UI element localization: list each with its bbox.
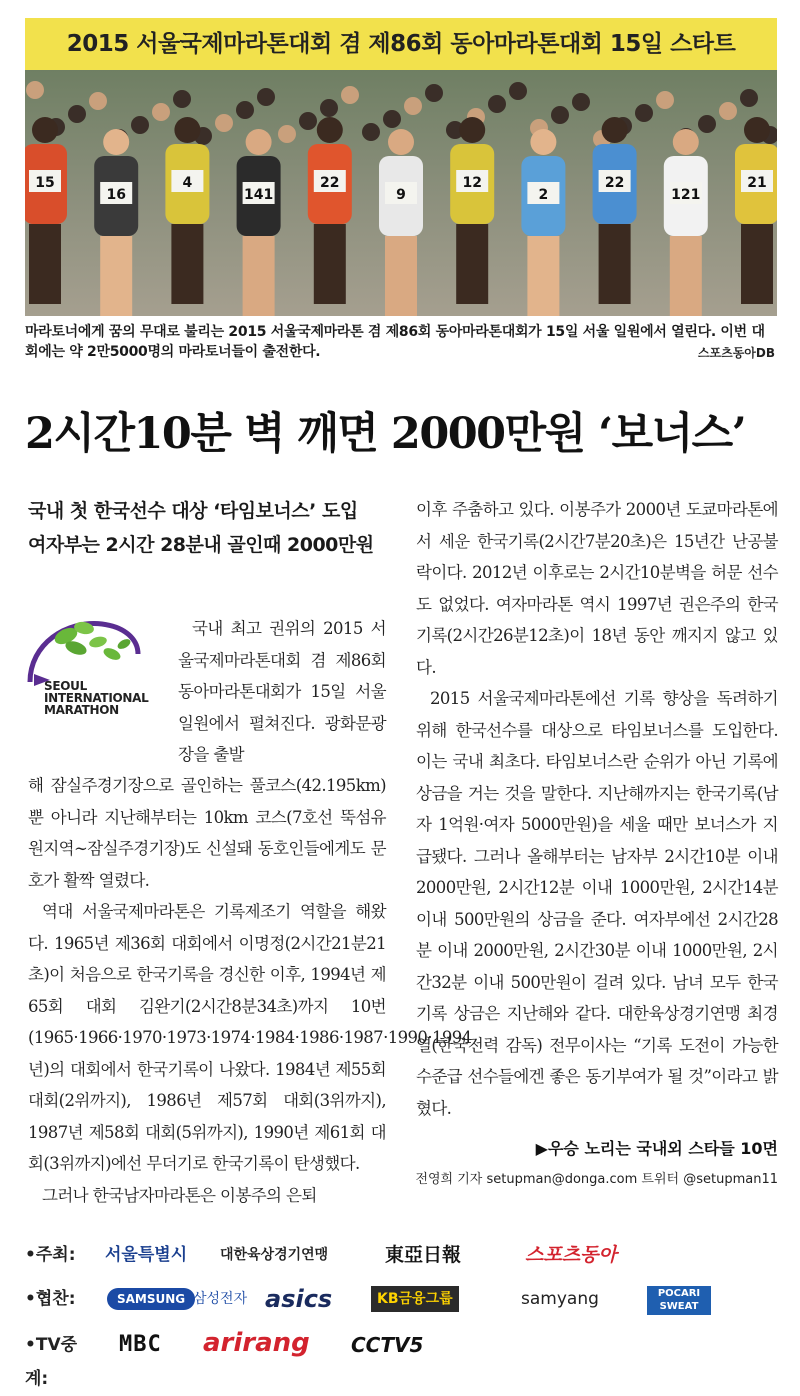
crowd-head: [572, 93, 590, 111]
crowd-head: [551, 106, 569, 124]
runner: [25, 117, 67, 304]
runner-head: [388, 129, 414, 155]
runner-head: [103, 129, 129, 155]
sponsor-kb: KB금융그룹: [371, 1286, 459, 1312]
runner-legs: [314, 224, 346, 304]
subheads: [28, 494, 408, 562]
sponsor-seoul: 서울특별시: [105, 1245, 188, 1265]
crowd-head: [719, 102, 737, 120]
crowd-head: [89, 92, 107, 110]
runner: [450, 117, 494, 304]
article-paragraph-3-cont: 이후 주춤하고 있다. 이봉주가 2000년 도쿄마라톤에서 세운 한국기록(2시간7분20초)은 15년간 난공불락이다. 2012년 이후로는 2시간10분벽을 허문 선수도 없었다. 여자마라톤 역시 1997년 권은주의 한국기록(2시간26분12초)이 18년 동안 깨지지 않고 있다.: [416, 500, 778, 677]
photo-credit: 스포츠동아DB: [697, 346, 775, 360]
runners-illustration: [25, 70, 777, 316]
logo-text: [44, 680, 148, 716]
logo-line-1: SEOUL: [44, 679, 87, 693]
subhead-2: 여자부는 2시간 28분내 골인때 2000만원: [28, 534, 374, 556]
runner-legs: [670, 236, 702, 316]
logo-line-3: MARATHON: [44, 703, 119, 717]
runner: [237, 129, 281, 316]
banner-title: 2015 서울국제마라톤대회 겸 제86회 동아마라톤대회 15일 스타트: [66, 31, 736, 57]
runner-legs: [100, 236, 132, 316]
article-left-column: [28, 770, 472, 1211]
runner-bib-number: 22: [604, 175, 625, 191]
seoul-marathon-logo: [26, 614, 166, 724]
article-paragraph-1-top: 국내 최고 권위의 2015 서울국제마라톤대회 겸 제86회 동아마라톤대회가 15일 서울 일원에서 펼쳐진다. 광화문광장을 출발: [178, 619, 386, 764]
sponsor-row-tv: [25, 1328, 777, 1389]
runner-head: [459, 117, 485, 143]
crowd-head: [635, 104, 653, 122]
sponsor-row-support: [25, 1282, 777, 1316]
runner-legs: [527, 236, 559, 316]
runner-head: [530, 129, 556, 155]
crowd-head: [488, 95, 506, 113]
runner: [664, 129, 708, 316]
broadcaster-arirang: arirang: [203, 1328, 310, 1358]
host-label: •주최:: [25, 1245, 76, 1265]
crowd-head: [299, 112, 317, 130]
runner-legs: [243, 236, 275, 316]
crowd-head: [68, 105, 86, 123]
sponsor-row-host: [25, 1238, 777, 1272]
runner-head: [744, 117, 770, 143]
crowd-head: [698, 115, 716, 133]
logo-line-2: INTERNATIONAL: [44, 691, 149, 705]
sponsor-sportsdonga: 스포츠동아: [525, 1244, 617, 1266]
byline: 전영희 기자 setupman@donga.com 트위터 @setupman11: [415, 1172, 778, 1187]
article-paragraph-1-rest: 해 잠실주경기장으로 골인하는 풀코스(42.195km)뿐 아니라 지난해부터는 10km 코스(7호선 뚝섬유원지역∼잠실주경기장)도 신설돼 동호인들에게도 문호가 활짝 열렸다.: [28, 776, 386, 890]
crowd-head: [320, 99, 338, 117]
runner-head: [602, 117, 628, 143]
article-paragraph-2: 역대 서울국제마라톤은 기록제조기 역할을 해왔다. 1965년 제36회 대회에서 이명정(2시간21분21초)이 처음으로 한국기록을 경신한 이후, 1994년 제65회 대회 김완기(2시간8분34초)까지 10번(1965·1966·1970·1973·1974·1984·1986·1987·1990·1994년)의 대회에서 한국기록이 나왔다. 1984년 제55회 대회(2위까지), 1986년 제57회 대회(3위까지), 1987년 제58회 대회(5위까지), 1990년 제61회 대회(3위까지)에선 무더기로 한국기록이 탄생했다.: [28, 902, 472, 1173]
runner-head: [32, 117, 58, 143]
runner: [94, 129, 138, 316]
article-right-column: [416, 494, 778, 1124]
subhead-1: 국내 첫 한국선수 대상 ‘타임보너스’ 도입: [28, 500, 358, 522]
article-paragraph-3-start: 그러나 한국남자마라톤은 이봉주의 은퇴: [42, 1185, 317, 1205]
runner-bib-number: 22: [320, 175, 340, 191]
headline-banner: [25, 18, 777, 70]
crowd-head: [26, 81, 44, 99]
crowd-head: [257, 88, 275, 106]
runner: [165, 117, 209, 304]
runner-bib-number: 15: [35, 175, 55, 191]
broadcaster-cctv5: CCTV5: [351, 1333, 424, 1357]
runner-legs: [741, 224, 773, 304]
crowd-head: [383, 110, 401, 128]
runner-bib-number: 2: [538, 187, 549, 203]
crowd-head: [425, 84, 443, 102]
tv-label: •TV중계:: [25, 1335, 78, 1389]
crowd-head: [215, 114, 233, 132]
runner-bib-number: 16: [106, 187, 126, 203]
photo-caption: 마라토너에게 꿈의 무대로 불리는 2015 서울국제마라톤 겸 제86회 동아마라톤대회가 15일 서울 일원에서 열린다. 이번 대회에는 약 2만5000명의 마라토너들이 출전한다.: [25, 324, 765, 360]
runner-legs: [385, 236, 417, 316]
runner-head: [317, 117, 343, 143]
runner-legs: [456, 224, 488, 304]
crowd-head: [131, 116, 149, 134]
runner-legs: [171, 224, 203, 304]
sponsor-pocari: POCARI SWEAT: [647, 1286, 711, 1315]
runner-bib-number: 121: [671, 187, 701, 203]
crowd-head: [740, 89, 758, 107]
runner-bib-number: 141: [243, 187, 274, 203]
article-paragraph-4: 2015 서울국제마라톤에선 기록 향상을 독려하기 위해 한국선수를 대상으로 타임보너스를 도입한다. 이는 국내 최초다. 타임보너스란 순위가 아닌 기록에 상금을 거는 것을 말한다. 지난해까지는 한국기록(남자 1억원·여자 5000만원)을 세울 때만 보너스가 지급됐다. 그러나 올해부터는 남자부 2시간10분 이내 2000만원, 2시간12분 이내 1000만원, 2시간14분 이내 500만원의 상금을 준다. 여자부에선 2시간28분 이내 2000만원, 2시간30분 이내 1000만원, 2시간32분 이내 500만원이 걸려 있다. 남녀 모두 한국기록 상금은 지난해와 같다. 대한육상경기연맹 최경열(한국전력 감독) 전무이사는 “기록 도전이 가능한 수준급 선수들에겐 좋은 동기부여가 될 것”이라고 밝혔다.: [416, 689, 778, 1118]
runner: [379, 129, 423, 316]
crowd-head: [362, 123, 380, 141]
crowd-head: [656, 91, 674, 109]
crowd-head: [173, 90, 191, 108]
runner: [735, 117, 777, 304]
marathon-photo: [25, 70, 777, 316]
support-label: •협찬:: [25, 1289, 76, 1309]
runner: [308, 117, 352, 304]
article-intro: [178, 613, 386, 771]
sponsor-donga: 東亞日報: [385, 1244, 462, 1266]
runner-head: [246, 129, 272, 155]
runner-legs: [29, 224, 61, 304]
sponsor-kaaf: 대한육상경기연맹: [220, 1247, 329, 1263]
sponsor-samyang: samyang: [521, 1289, 599, 1309]
runner-bib-number: 9: [396, 187, 406, 203]
runner-legs: [599, 224, 631, 304]
article-headline: 2시간10분 벽 깨면 2000만원 ‘보너스’: [25, 409, 746, 459]
crowd-head: [278, 125, 296, 143]
runner-head: [174, 117, 200, 143]
crowd-head: [509, 82, 527, 100]
sponsor-asics: asics: [265, 1285, 333, 1313]
runner: [593, 117, 637, 304]
crowd-head: [341, 86, 359, 104]
crowd-head: [236, 101, 254, 119]
crowd-head: [152, 103, 170, 121]
runner-head: [673, 129, 699, 155]
broadcaster-mbc: MBC: [119, 1332, 162, 1357]
crowd-head: [404, 97, 422, 115]
runner-bib-number: 12: [462, 175, 482, 191]
runner-bib-number: 4: [182, 175, 193, 191]
sponsor-samsung-kr: 삼성전자: [193, 1291, 248, 1307]
runner: [521, 129, 565, 316]
see-also-link[interactable]: ▶우승 노리는 국내외 스타들 10면: [535, 1139, 778, 1158]
sponsor-samsung: SAMSUNG: [107, 1288, 195, 1310]
runner-bib-number: 21: [747, 175, 767, 191]
